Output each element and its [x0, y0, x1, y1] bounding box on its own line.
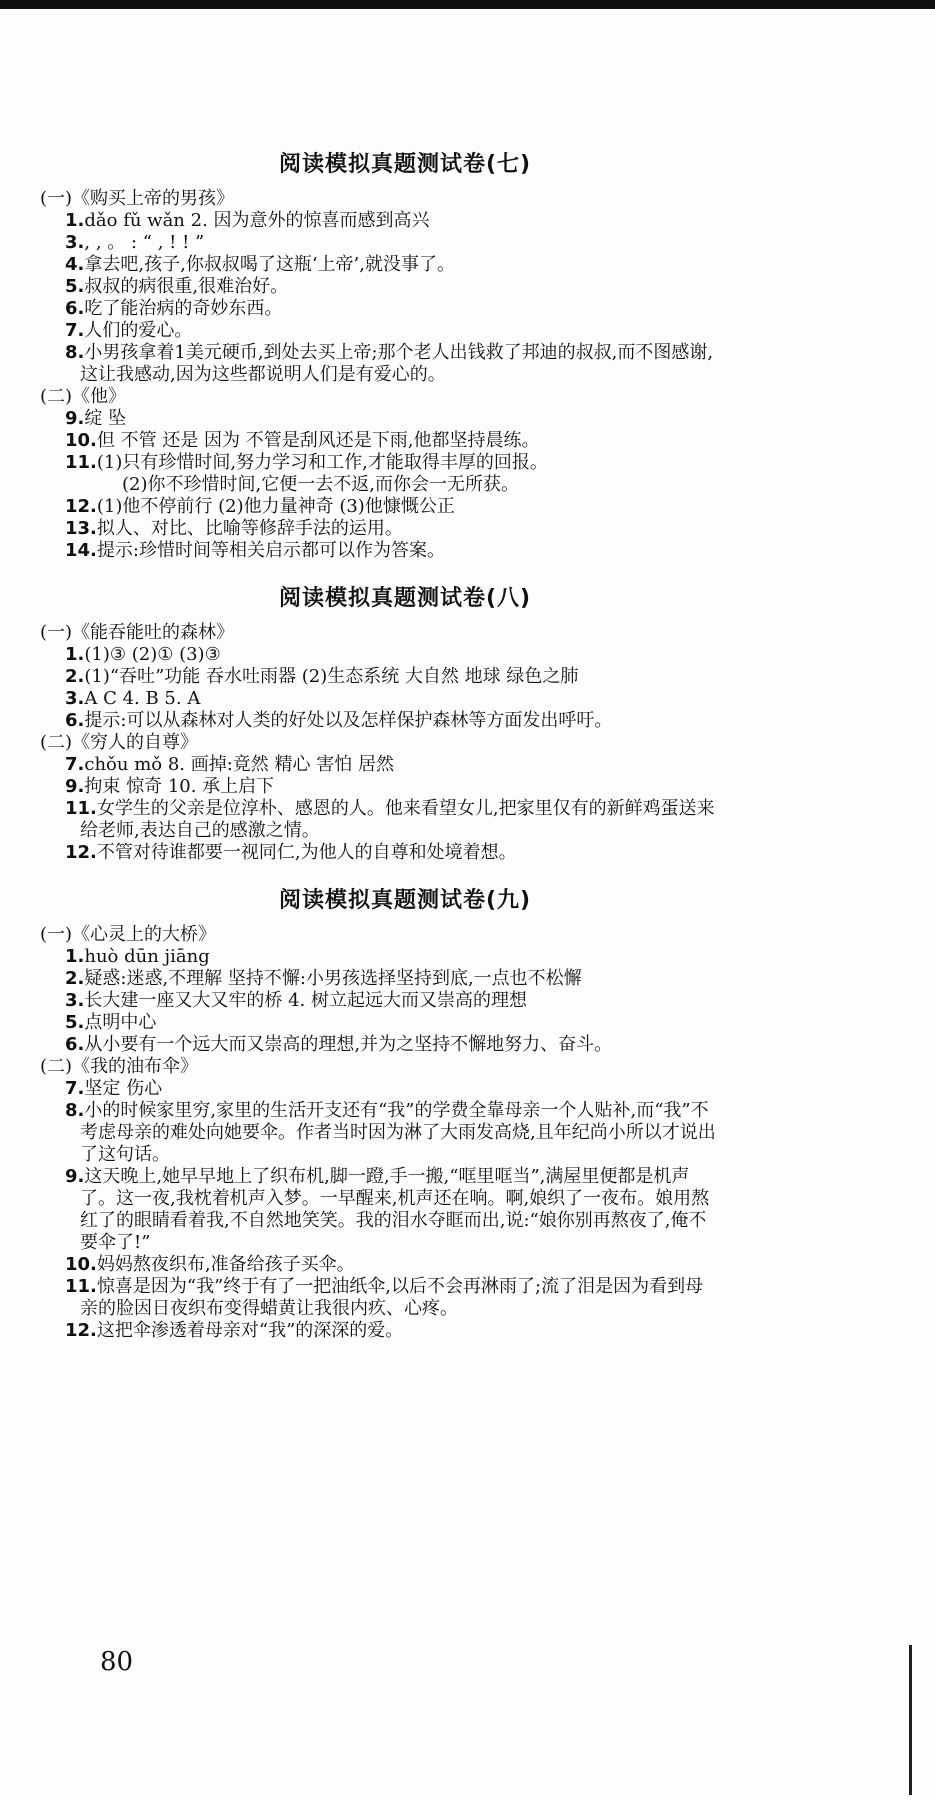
answer-item-continued: (2)你不珍惜时间,它便一去不返,而你会一无所获。 [122, 474, 519, 495]
answer-item: 14.提示:珍惜时间等相关启示都可以作为答案。 [65, 540, 445, 561]
answer-item: 12.(1)他不停前行 (2)他力量神奇 (3)他慷慨公正 [65, 496, 455, 517]
scan-edge-line [909, 1645, 912, 1795]
answer-item: 9.绽 坠 [65, 408, 127, 429]
section-title: 阅读模拟真题测试卷(八) [278, 586, 532, 611]
part-heading: (一)《能吞能吐的森林》 [40, 622, 235, 643]
section-7 [40, 150, 720, 562]
answer-item: 7.chǒu mǒ 8. 画掉:竟然 精心 害怕 居然 [65, 754, 394, 775]
answer-item: 3.长大建一座又大又牢的桥 4. 树立起远大而又崇高的理想 [65, 990, 527, 1011]
section-9 [40, 886, 720, 1342]
section-8 [40, 584, 720, 864]
part-heading: (一)《心灵上的大桥》 [40, 924, 217, 945]
answer-item: 9.这天晚上,她早早地上了织布机,脚一蹬,手一搬,“哐里哐当”,满屋里便都是机声了。这一夜,我枕着机声入梦。一早醒来,机声还在响。啊,娘织了一夜布。娘用熬红了的眼睛看着我,不自然地笑笑。我的泪水夺眶而出,说:“娘你别再熬夜了,俺不要伞了!” [65, 1166, 710, 1253]
scan-top-border [0, 0, 935, 9]
answer-item: 3., , 。 : “ , ! ! ” [65, 232, 205, 253]
answer-item: 13.拟人、对比、比喻等修辞手法的运用。 [65, 518, 403, 539]
answer-item: 5.叔叔的病很重,很难治好。 [65, 276, 289, 297]
answer-item: 1.(1)③ (2)① (3)③ [65, 644, 221, 665]
answer-item: 12.不管对待谁都要一视同仁,为他人的自尊和处境着想。 [65, 842, 517, 863]
answer-item: 4.拿去吧,孩子,你叔叔喝了这瓶‘上帝’,就没事了。 [65, 254, 455, 275]
answer-item: 11.惊喜是因为“我”终于有了一把油纸伞,以后不会再淋雨了;流了泪是因为看到母亲的脸因日夜织布变得蜡黄让我很内疚、心疼。 [65, 1276, 704, 1319]
part-heading: (一)《购买上帝的男孩》 [40, 188, 235, 209]
answer-item: 2.疑惑:迷惑,不理解 坚持不懈:小男孩选择坚持到底,一点也不松懈 [65, 968, 582, 989]
part-heading: (二)《穷人的自尊》 [40, 732, 199, 753]
answer-item: 7.人们的爱心。 [65, 320, 193, 341]
answer-item: 11.(1)只有珍惜时间,努力学习和工作,才能取得丰厚的回报。 [65, 452, 548, 473]
answer-item: 2.(1)“吞吐”功能 吞水吐雨器 (2)生态系统 大自然 地球 绿色之肺 [65, 666, 579, 687]
answer-item: 7.坚定 伤心 [65, 1078, 163, 1099]
section-title: 阅读模拟真题测试卷(九) [278, 888, 532, 913]
answer-item: 6.吃了能治病的奇妙东西。 [65, 298, 283, 319]
section-title: 阅读模拟真题测试卷(七) [278, 152, 532, 177]
answer-item: 6.从小要有一个远大而又崇高的理想,并为之坚持不懈地努力、奋斗。 [65, 1034, 613, 1055]
answer-item: 8.小的时候家里穷,家里的生活开支还有“我”的学费全靠母亲一个人贴补,而“我”不考虑母亲的难处向她要伞。作者当时因为淋了大雨发高烧,且年纪尚小所以才说出了这句话。 [65, 1100, 716, 1165]
answer-item: 11.女学生的父亲是位淳朴、感恩的人。他来看望女儿,把家里仅有的新鲜鸡蛋送来给老师,表达自己的感激之情。 [65, 798, 715, 841]
answer-item: 12.这把伞渗透着母亲对“我”的深深的爱。 [65, 1320, 404, 1341]
answer-item: 1.dǎo fǔ wǎn 2. 因为意外的惊喜而感到高兴 [65, 210, 430, 231]
part-heading: (二)《我的油布伞》 [40, 1056, 199, 1077]
answer-item: 3.A C 4. B 5. A [65, 688, 201, 709]
answer-item: 10.但 不管 还是 因为 不管是刮风还是下雨,他都坚持晨练。 [65, 430, 540, 451]
answer-item: 9.拘束 惊奇 10. 承上启下 [65, 776, 275, 797]
answer-page [40, 150, 720, 1342]
answer-item: 10.妈妈熬夜织布,准备给孩子买伞。 [65, 1254, 355, 1275]
answer-item: 8.小男孩拿着1美元硬币,到处去买上帝;那个老人出钱救了邦迪的叔叔,而不图感谢,这让我感动,因为这些都说明人们是有爱心的。 [65, 342, 714, 385]
answer-item: 6.提示:可以从森林对人类的好处以及怎样保护森林等方面发出呼吁。 [65, 710, 613, 731]
answer-item: 1.huò dūn jiāng [65, 946, 210, 967]
page-number: 80 [100, 1647, 134, 1677]
answer-item: 5.点明中心 [65, 1012, 157, 1033]
part-heading: (二)《他》 [40, 386, 127, 407]
